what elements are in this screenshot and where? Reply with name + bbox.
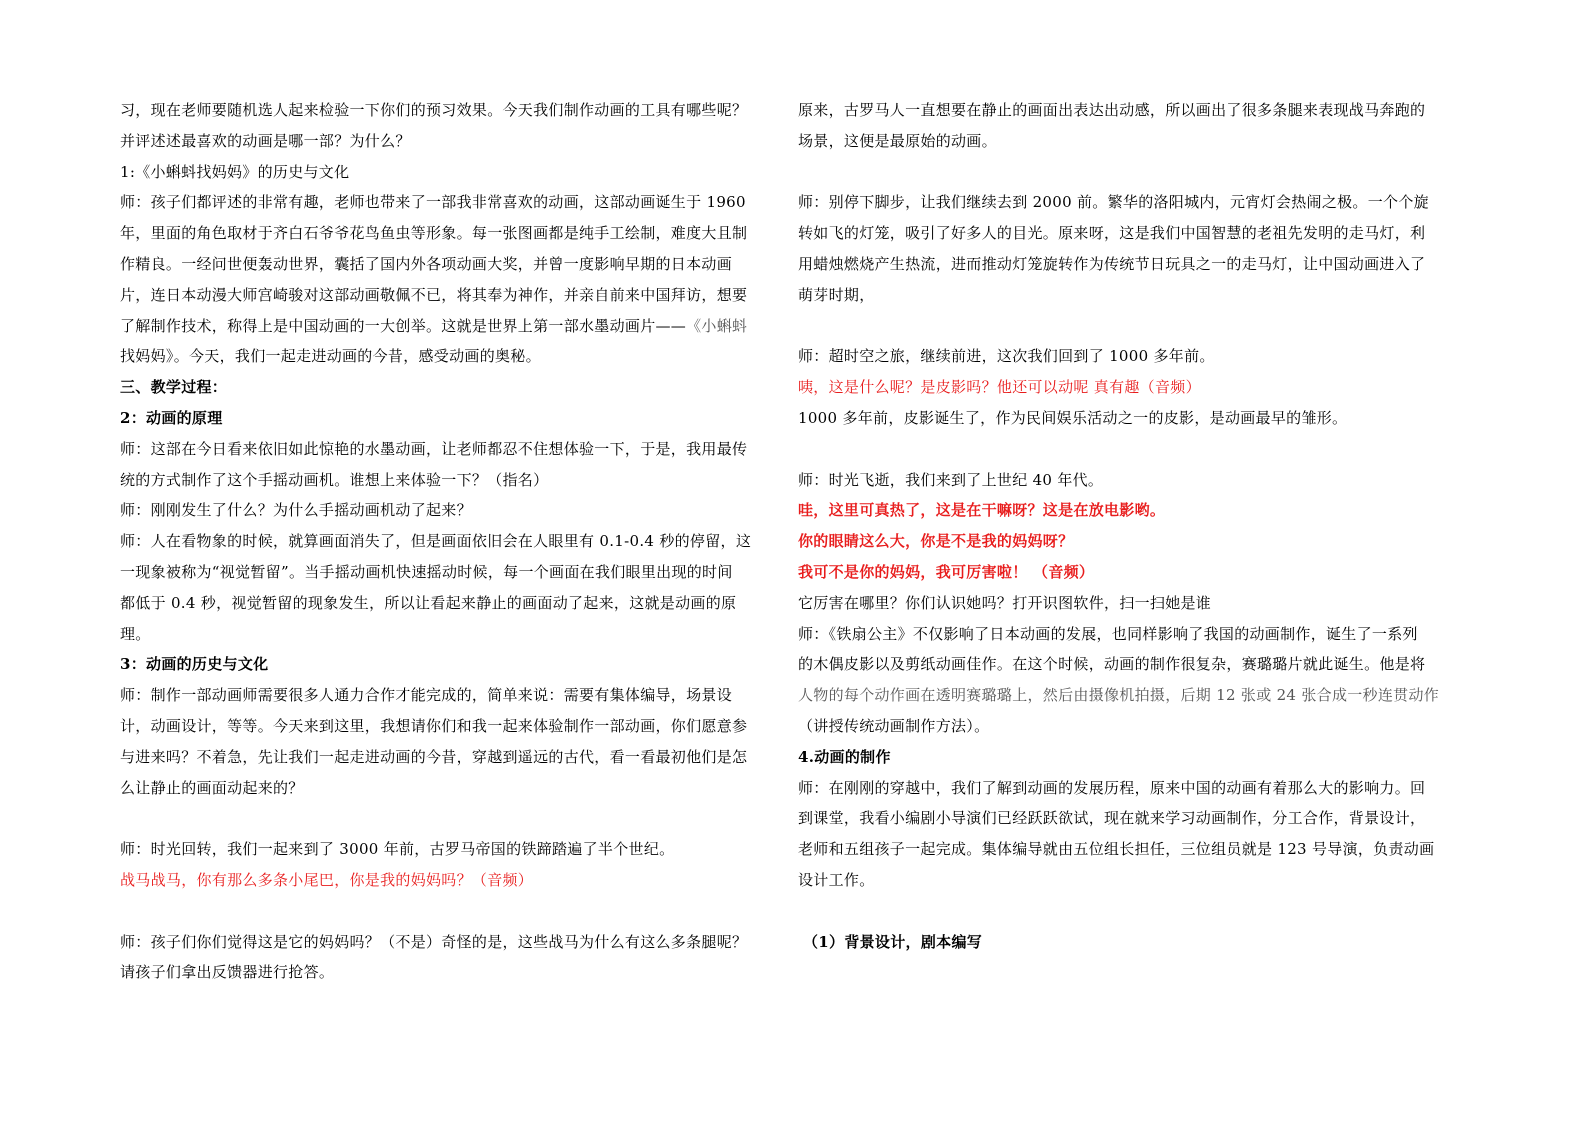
- blank-line: [120, 803, 770, 834]
- blank-line: [798, 157, 1450, 188]
- text-line: 老师和五组孩子一起完成。集体编导就由五位组长担任，三位组员就是 123 号导演，负责动画: [798, 840, 1435, 859]
- text-line: 习，现在老师要随机选人起来检验一下你们的预习效果。今天我们制作动画的工具有哪些呢？: [120, 101, 748, 119]
- text-line: 计，动画设计，等等。今天来到这里，我想请你们和我一起来体验制作一部动画，你们愿意参: [120, 716, 748, 735]
- text-line: 师：刚刚发生了什么？为什么手摇动画机动了起来？: [120, 501, 472, 520]
- text-line: 人物的每个动作画在透明赛璐璐上，然后由摄像机拍摄，后期 12 张或 24 张合成一秒连贯动作: [798, 686, 1440, 705]
- text-line: 师：孩子们都评述的非常有趣，老师也带来了一部我非常喜欢的动画，这部动画诞生于 1960: [120, 193, 746, 212]
- text-line: 师：别停下脚步，让我们继续去到 2000 前。繁华的洛阳城内，元宵灯会热闹之极。一个个旋: [798, 193, 1429, 212]
- text-line: 师：《铁扇公主》不仅影响了日本动画的发展，也同样影响了我国的动画制作，诞生了一系列: [798, 624, 1418, 643]
- blank-line: [798, 896, 1450, 927]
- text-line: 请孩子们拿出反馈器进行抢答。: [120, 963, 335, 982]
- text-line: 师：人在看物象的时候，就算画面消失了，但是画面依旧会在人眼里有 0.1-0.4 秒的停留，这: [120, 532, 752, 551]
- section-title-xiaokedou: 1:《小蝌蚪找妈妈》的历史与文化: [120, 162, 350, 181]
- text-line: 么让静止的画面动起来的？: [120, 778, 304, 797]
- text-line: 师：这部在今日看来依旧如此惊艳的水墨动画，让老师都忍不住想体验一下，于是，我用最传: [120, 439, 748, 458]
- text-line: 设计工作。: [798, 870, 875, 889]
- text-line: 转如飞的灯笼，吸引了好多人的目光。原来呀，这是我们中国智慧的老祖先发明的走马灯，利: [798, 224, 1426, 243]
- text-line: 师：超时空之旅，继续前进，这次我们回到了 1000 多年前。: [798, 347, 1215, 366]
- text-line: 到课堂，我看小编剧小导演们已经跃跃欲试，现在就来学习动画制作，分工合作，背景设计，: [798, 809, 1426, 828]
- heading-background-design: （1）背景设计，剧本编写: [803, 932, 983, 951]
- text-line: 的木偶皮影以及剪纸动画佳作。在这个时候，动画的制作很复杂，赛璐璐片就此诞生。他是将: [798, 655, 1426, 674]
- text-line: 并评述述最喜欢的动画是哪一部？为什么？: [120, 131, 411, 150]
- text-line: 年，里面的角色取材于齐白石爷爷花鸟鱼虫等形象。每一张图画都是纯手工绘制，难度大且制: [120, 224, 748, 243]
- text-line: 1000 多年前，皮影诞生了，作为民间娱乐活动之一的皮影，是动画最早的雏形。: [798, 408, 1348, 427]
- text-line: 统的方式制作了这个手摇动画机。谁想上来体验一下？（指名）: [120, 470, 549, 489]
- blank-line: [798, 311, 1450, 342]
- text-line: 理。: [120, 624, 151, 643]
- audio-cue-line: 你的眼睛这么大，你是不是我的妈妈呀？: [798, 532, 1074, 551]
- text-line: 与进来吗？不着急，先让我们一起走进动画的今昔，穿越到遥远的古代，看一看最初他们是怎: [120, 747, 748, 766]
- text-line: 萌芽时期，: [798, 285, 875, 304]
- heading-teaching-process: 三、教学过程：: [120, 378, 228, 397]
- text-line: 一现象被称为“视觉暂留”。当手摇动画机快速摇动时候，每一个画面在我们眼里出现的时间: [120, 562, 733, 581]
- text-line: 找妈妈》。今天，我们一起走进动画的今昔，感受动画的奥秘。: [120, 347, 541, 366]
- text-segment: 了解制作技术，称得上是中国动画的一大创举。这就是世界上第一部水墨动画片——: [120, 316, 687, 335]
- text-line: 师：制作一部动画师需要很多人通力合作才能完成的，简单来说：需要有集体编导，场景设: [120, 686, 733, 705]
- text-line: 师：孩子们你们觉得这是它的妈妈吗？（不是）奇怪的是，这些战马为什么有这么多条腿呢？: [120, 932, 748, 951]
- heading-animation-principle: 2：动画的原理: [120, 408, 223, 427]
- text-line: 场景，这便是最原始的动画。: [798, 131, 997, 150]
- left-column: [120, 95, 770, 988]
- text-line: 用蜡烛燃烧产生热流，进而推动灯笼旋转作为传统节日玩具之一的走马灯，让中国动画进入了: [798, 254, 1426, 273]
- text-line: 师：时光飞逝，我们来到了上世纪 40 年代。: [798, 470, 1104, 489]
- blank-line: [120, 896, 770, 927]
- right-column: [798, 95, 1450, 957]
- text-line: 它厉害在哪里？你们认识她吗？打开识图软件，扫一扫她是谁: [798, 593, 1212, 612]
- audio-cue-line: 咦，这是什么呢？是皮影吗？他还可以动呢 真有趣（音频）: [798, 378, 1201, 397]
- text-line: 师：时光回转，我们一起来到了 3000 年前，古罗马帝国的铁蹄踏遍了半个世纪。: [120, 840, 675, 859]
- heading-animation-history: 3：动画的历史与文化: [120, 655, 269, 674]
- text-line: 作精良。一经问世便轰动世界，囊括了国内外各项动画大奖，并曾一度影响早期的日本动画: [120, 254, 733, 273]
- muted-text-segment: 《小蝌蚪: [686, 316, 748, 335]
- heading-animation-making: 4.动画的制作: [798, 747, 891, 766]
- audio-cue-line: 哇，这里可真热了，这是在干嘛呀？这是在放电影哟。: [798, 501, 1166, 520]
- audio-cue-line: 我可不是你的妈妈，我可厉害啦！ （音频）: [798, 562, 1095, 581]
- text-line: 师：在刚刚的穿越中，我们了解到动画的发展历程，原来中国的动画有着那么大的影响力。回: [798, 778, 1426, 797]
- audio-cue-line: 战马战马，你有那么多条小尾巴，你是我的妈妈吗？（音频）: [120, 870, 534, 889]
- text-line: （讲授传统动画制作方法）。: [798, 716, 990, 735]
- blank-line: [798, 434, 1450, 465]
- text-line: [120, 311, 770, 342]
- text-line: 片，连日本动漫大师宫崎骏对这部动画敬佩不已，将其奉为神作，并亲自前来中国拜访，想要: [120, 285, 748, 304]
- text-line: 都低于 0.4 秒，视觉暂留的现象发生，所以让看起来静止的画面动了起来，这就是动画的原: [120, 593, 737, 612]
- text-line: 原来，古罗马人一直想要在静止的画面出表达出动感，所以画出了很多条腿来表现战马奔跑的: [798, 101, 1426, 119]
